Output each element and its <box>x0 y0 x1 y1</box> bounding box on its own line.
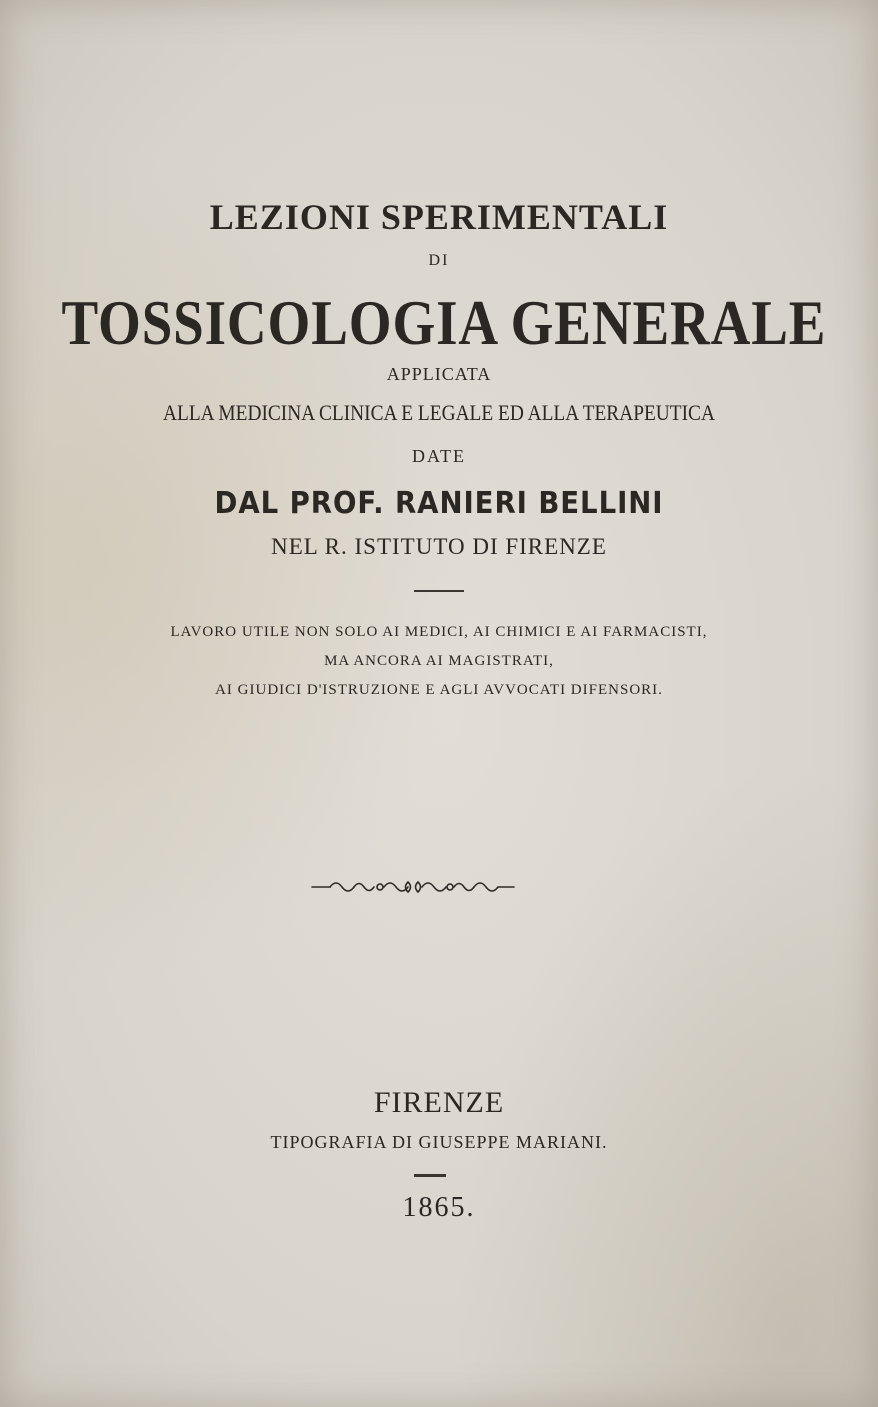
printer-line: TIPOGRAFIA DI GIUSEPPE MARIANI. <box>270 1132 608 1152</box>
publication-year: 1865. <box>402 1192 476 1223</box>
publication-city: FIRENZE <box>373 1086 505 1119</box>
divider-rule <box>414 590 464 592</box>
divider-rule-short <box>414 1174 446 1177</box>
main-title: TOSSICOLOGIA GENERALE <box>61 287 827 358</box>
audience-line-1: LAVORO UTILE NON SOLO AI MEDICI, AI CHIMICI E AI FARMACISTI, <box>170 624 708 640</box>
decorative-divider-icon <box>310 876 516 898</box>
title-line-1: LEZIONI SPERIMENTALI <box>209 197 669 237</box>
audience-line-3: AI GIUDICI D'ISTRUZIONE E AGLI AVVOCATI DIFENSORI. <box>215 682 663 698</box>
institution-line: NEL R. ISTITUTO DI FIRENZE <box>271 534 607 559</box>
author-line: DAL PROF. RANIERI BELLINI <box>214 486 664 521</box>
subtitle-date: DATE <box>412 446 466 466</box>
subtitle-scope: ALLA MEDICINA CLINICA E LEGALE ED ALLA TERAPEUTICA <box>163 400 715 425</box>
subtitle-applicata: APPLICATA <box>386 364 492 384</box>
audience-line-2: MA ANCORA AI MAGISTRATI, <box>324 653 554 669</box>
title-connector: DI <box>428 252 450 269</box>
